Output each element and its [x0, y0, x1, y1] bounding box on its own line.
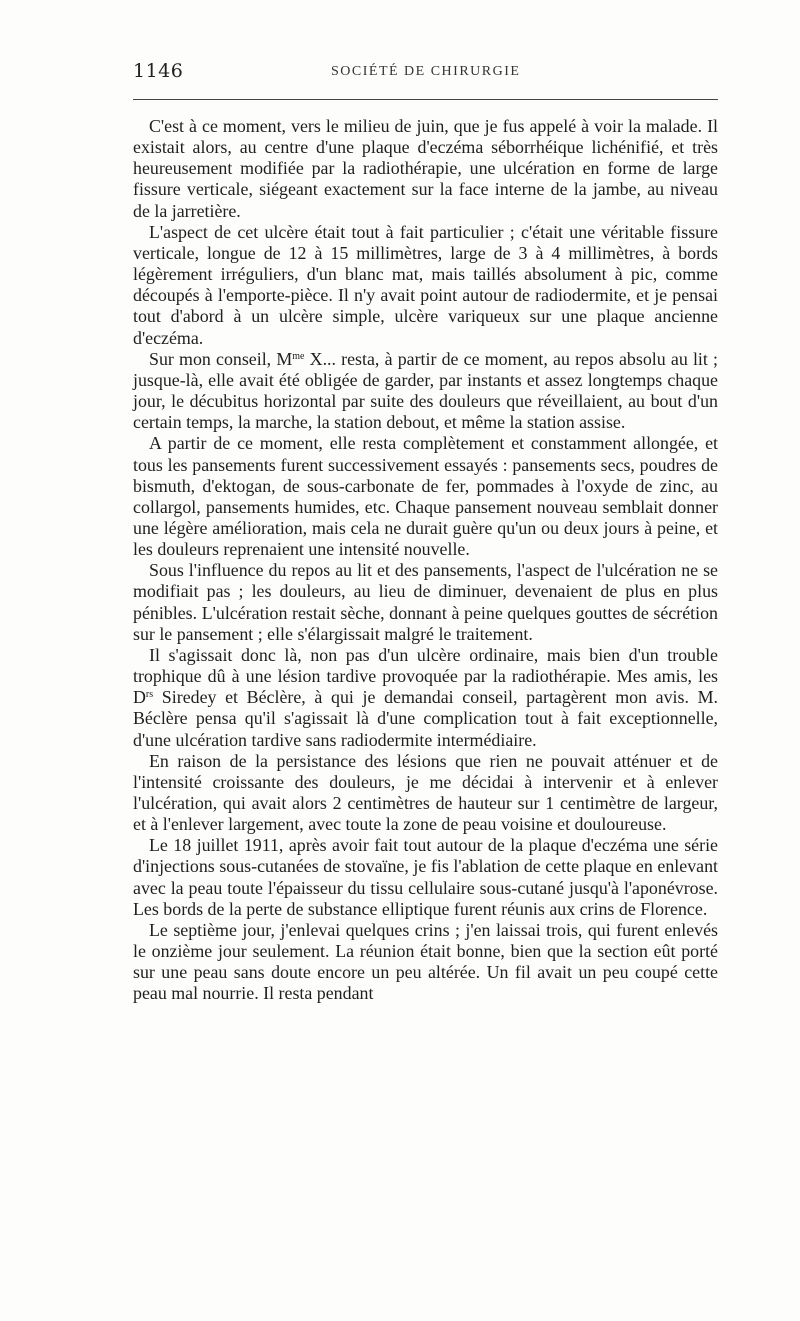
paragraph: Le septième jour, j'enlevai quelques crins ; j'en laissai trois, qui furent enlevés le onzième jour seulement. La réunion était bonne, bien que la section eût porté sur une peau sans doute encore un peu altérée. Un fil avait un peu coupé cette peau mal nourrie. Il resta pendant	[133, 919, 718, 1004]
paragraph: Sous l'influence du repos au lit et des pansements, l'aspect de l'ulcération ne se modifiait pas ; les douleurs, au lieu de diminuer, devenaient de plus en plus pénibles. L'ulcération restait sèche, donnant à peine quelques gouttes de sécrétion sur le pansement ; elle s'élargissait malgré le traitement.	[133, 560, 718, 644]
paragraph: Le 18 juillet 1911, après avoir fait tout autour de la plaque d'eczéma une série d'injections sous-cutanées de stovaïne, je fis l'ablation de cette plaque en enlevant avec la peau toute l'épaisseur du tissu cellulaire sous-cutané jusqu'à l'aponévrose. Les bords de la perte de substance elliptique furent réunis aux crins de Florence.	[133, 835, 718, 919]
paragraph-text: Siredey et Béclère, à qui je demandai conseil, partagèrent mon avis. M. Béclère pensa qu'il s'agissait là d'une complication tout à fait exceptionnelle, d'une ulcération tardive sans radiodermite intermédiaire.	[133, 687, 718, 750]
running-title: SOCIÉTÉ DE CHIRURGIE	[331, 64, 521, 79]
paragraph: A partir de ce moment, elle resta complètement et constamment allongée, et tous les pansements furent successivement essayés : pansements secs, poudres de bismuth, d'ektogan, de sous-carbonate de fer, pommades à l'oxyde de zinc, au collargol, pansements humides, etc. Chaque pansement nouveau semblait donner une légère amélioration, mais cela ne durait guère qu'un ou deux jours à peine, et les douleurs reprenaient une intensité nouvelle.	[133, 433, 718, 560]
body-text	[133, 116, 718, 1005]
paragraph	[133, 349, 718, 434]
paragraph: L'aspect de cet ulcère était tout à fait particulier ; c'était une véritable fissure verticale, longue de 12 à 15 millimètres, large de 3 à 4 millimètres, à bords légèrement irréguliers, d'un blanc mat, mais taillés absolument à pic, comme découpés à l'emporte-pièce. Il n'y avait point autour de radiodermite, et je pensai tout d'abord à un ulcère simple, ulcère variqueux sur une plaque ancienne d'eczéma.	[133, 221, 718, 348]
paragraph-text: Sur mon conseil, M	[149, 348, 293, 369]
paragraph: En raison de la persistance des lésions que rien ne pouvait atténuer et de l'intensité croissante des douleurs, je me décidai à intervenir et à enlever l'ulcération, qui avait alors 2 centimètres de hauteur sur 1 centimètre de largeur, et à l'enlever largement, avec toute la zone de peau voisine et douloureuse.	[133, 750, 718, 835]
paragraph-text: Il s'agissait donc là, non pas d'un ulcère ordinaire, mais bien d'un trouble trophique dû à une lésion tardive provoquée par la radiothérapie. Mes amis, les D	[133, 644, 718, 708]
header-rule	[133, 99, 718, 100]
abbreviation-superscript: rs	[145, 689, 154, 701]
page-number: 1146	[133, 60, 184, 82]
paragraph	[133, 645, 718, 751]
abbreviation-superscript: me	[292, 350, 305, 362]
page-header	[133, 60, 718, 90]
paragraph-text: X... resta, à partir de ce moment, au repos absolu au lit ; jusque-là, elle avait été obligée de garder, par instants et assez longtemps chaque jour, le décubitus horizontal par suite des douleurs que réveillaient, au bout d'un certain temps, la marche, la station debout, et même la station assise.	[133, 348, 718, 433]
paragraph: C'est à ce moment, vers le milieu de juin, que je fus appelé à voir la malade. Il existait alors, au centre d'une plaque d'eczéma séborrhéique lichénifié, et très heureusement modifiée par la radiothérapie, une ulcération en forme de large fissure verticale, siégeant exactement sur la face interne de la jambe, au niveau de la jarretière.	[133, 116, 718, 221]
